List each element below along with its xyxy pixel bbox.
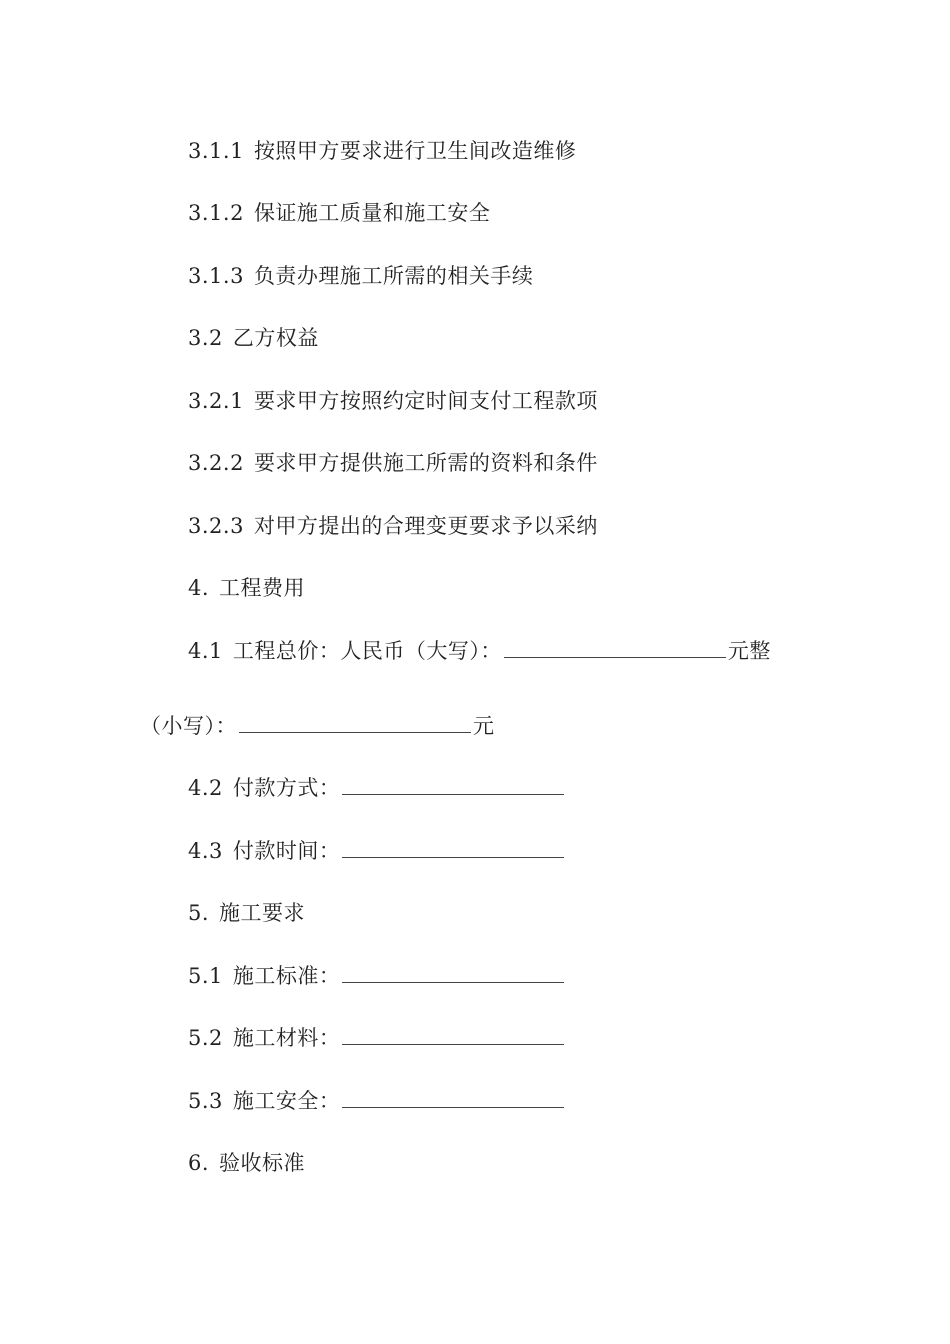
clause-3-1-2 bbox=[188, 199, 490, 227]
clause-number: 3.2 bbox=[188, 326, 223, 350]
clause-suffix: 元 bbox=[473, 714, 495, 738]
construction-safety-blank[interactable] bbox=[342, 1087, 564, 1108]
clause-3-1-3 bbox=[188, 262, 533, 290]
clause-number: 5.2 bbox=[188, 1026, 223, 1050]
clause-text: 施工标准： bbox=[232, 964, 341, 988]
section-4-heading bbox=[188, 574, 305, 602]
clause-3-2-2 bbox=[188, 449, 598, 477]
total-price-lowercase-blank[interactable] bbox=[239, 712, 471, 733]
construction-standard-blank[interactable] bbox=[342, 962, 564, 983]
clause-5-1 bbox=[188, 962, 566, 990]
clause-4-1-lowercase bbox=[140, 712, 495, 740]
clause-text: 要求甲方按照约定时间支付工程款项 bbox=[253, 389, 598, 413]
clause-4-1 bbox=[188, 637, 771, 665]
payment-method-blank[interactable] bbox=[342, 774, 564, 795]
clause-number: 5.3 bbox=[188, 1089, 223, 1113]
clause-suffix: 元整 bbox=[727, 639, 771, 663]
section-5-heading bbox=[188, 899, 305, 927]
clause-text: 按照甲方要求进行卫生间改造维修 bbox=[253, 139, 577, 163]
clause-text: 付款方式： bbox=[232, 776, 341, 800]
clause-text: 保证施工质量和施工安全 bbox=[253, 201, 491, 225]
clause-text: 施工安全： bbox=[232, 1089, 341, 1113]
clause-text: 对甲方提出的合理变更要求予以采纳 bbox=[253, 514, 598, 538]
clause-text: 要求甲方提供施工所需的资料和条件 bbox=[253, 451, 598, 475]
total-price-uppercase-blank[interactable] bbox=[504, 637, 726, 658]
clause-text: 付款时间： bbox=[232, 839, 341, 863]
clause-number: 3.1.2 bbox=[188, 201, 244, 225]
clause-text: （小写）： bbox=[140, 714, 237, 738]
clause-number: 4. bbox=[188, 576, 210, 600]
clause-3-1-1 bbox=[188, 137, 576, 165]
clause-text: 负责办理施工所需的相关手续 bbox=[253, 264, 534, 288]
clause-5-2 bbox=[188, 1024, 566, 1052]
clause-number: 4.1 bbox=[188, 639, 223, 663]
clause-number: 5.1 bbox=[188, 964, 223, 988]
payment-time-blank[interactable] bbox=[342, 837, 564, 858]
clause-text: 工程总价：人民币（大写）： bbox=[232, 639, 502, 663]
clause-number: 5. bbox=[188, 901, 210, 925]
clause-number: 3.2.2 bbox=[188, 451, 244, 475]
clause-3-2-3 bbox=[188, 512, 598, 540]
clause-3-2-1 bbox=[188, 387, 598, 415]
clause-text: 工程费用 bbox=[219, 576, 306, 600]
clause-number: 4.3 bbox=[188, 839, 223, 863]
clause-number: 3.2.3 bbox=[188, 514, 244, 538]
clause-text: 乙方权益 bbox=[232, 326, 319, 350]
clause-5-3 bbox=[188, 1087, 566, 1115]
clause-number: 3.1.1 bbox=[188, 139, 244, 163]
clause-text: 施工材料： bbox=[232, 1026, 341, 1050]
clause-text: 施工要求 bbox=[219, 901, 306, 925]
construction-materials-blank[interactable] bbox=[342, 1024, 564, 1045]
clause-number: 3.2.1 bbox=[188, 389, 244, 413]
section-3-2-heading bbox=[188, 324, 319, 352]
clause-4-2 bbox=[188, 774, 566, 802]
clause-number: 6. bbox=[188, 1151, 210, 1175]
section-6-heading bbox=[188, 1149, 305, 1177]
clause-text: 验收标准 bbox=[219, 1151, 306, 1175]
clause-4-3 bbox=[188, 837, 566, 865]
clause-number: 4.2 bbox=[188, 776, 223, 800]
clause-number: 3.1.3 bbox=[188, 264, 244, 288]
